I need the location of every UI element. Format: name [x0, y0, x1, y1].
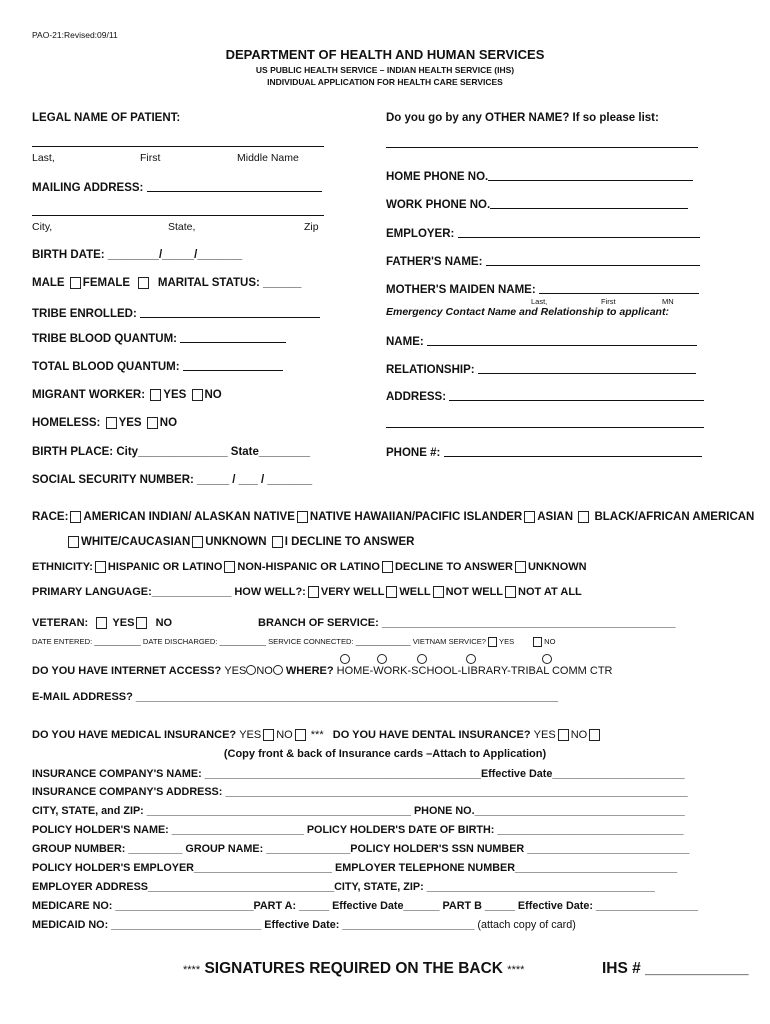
language-option: NOT AT ALL — [518, 586, 582, 598]
language-option: WELL — [399, 586, 431, 598]
state-label: State, — [168, 221, 196, 233]
policy-holder-name-field[interactable]: POLICY HOLDER'S NAME: ______________________ POLICY HOLDER'S DATE OF BIRTH: _______________________________ — [32, 824, 684, 836]
insurance-company-address-field[interactable]: INSURANCE COMPANY'S ADDRESS: _____________________________________________________________________________ — [32, 786, 688, 798]
veteran-row — [32, 616, 172, 630]
policy-holder-employer-field[interactable]: POLICY HOLDER'S EMPLOYER_______________________ EMPLOYER TELEPHONE NUMBER___________________________ — [32, 862, 678, 874]
language-row — [32, 585, 582, 599]
internet-yes-radio[interactable] — [246, 665, 256, 675]
homeless-label: HOMELESS: — [32, 417, 101, 429]
language-option: NOT WELL — [445, 586, 504, 598]
ethnicity-checkbox[interactable] — [515, 561, 526, 573]
dental-yes-label: YES — [533, 729, 556, 741]
female-checkbox[interactable] — [138, 277, 149, 289]
internet-no-label: NO — [256, 665, 273, 677]
homeless-no-label: NO — [159, 417, 178, 429]
internet-row — [32, 664, 612, 678]
mother-first-label: First — [601, 297, 616, 306]
employer-address-field[interactable]: EMPLOYER ADDRESS_______________________________CITY, STATE, ZIP: ______________________________________ — [32, 881, 655, 893]
mother-mn-label: MN — [662, 297, 674, 306]
work-phone-label: WORK PHONE NO. — [386, 199, 491, 211]
father-name-label: FATHER'S NAME: — [386, 256, 483, 268]
ethnicity-option: HISPANIC OR LATINO — [107, 561, 223, 573]
race-checkbox-ai[interactable] — [70, 511, 81, 523]
other-name-label: Do you go by any OTHER NAME? If so please list: — [386, 112, 659, 124]
emergency-address-label: ADDRESS: — [386, 391, 447, 403]
stars-right: **** — [507, 964, 525, 976]
migrant-no-checkbox[interactable] — [192, 389, 203, 401]
medical-no-checkbox[interactable] — [295, 729, 306, 741]
employer-label: EMPLOYER: — [386, 228, 455, 240]
medical-insurance-row — [32, 728, 602, 742]
veteran-no-checkbox[interactable] — [136, 617, 147, 629]
mother-name-label: MOTHER'S MAIDEN NAME: — [386, 284, 536, 296]
race-checkbox-unknown[interactable] — [192, 536, 203, 548]
race-option: I DECLINE TO ANSWER — [284, 536, 415, 548]
homeless-yes-checkbox[interactable] — [106, 417, 117, 429]
homeless-no-checkbox[interactable] — [147, 417, 158, 429]
language-checkbox[interactable] — [505, 586, 516, 598]
ethnicity-checkbox[interactable] — [224, 561, 235, 573]
language-checkbox[interactable] — [386, 586, 397, 598]
veteran-details[interactable]: DATE ENTERED: ___________ DATE DISCHARGED: ___________ SERVICE CONNECTED: _____________ VIETNAM SERVICE? — [32, 637, 487, 646]
email-field[interactable]: E-MAIL ADDRESS? _____________________________________________________________________ — [32, 691, 559, 703]
emergency-contact-heading: Emergency Contact Name and Relationship to applicant: — [386, 306, 669, 318]
vietnam-no-label: NO — [544, 637, 556, 646]
race-checkbox-black[interactable] — [578, 511, 589, 523]
signatures-text: SIGNATURES REQUIRED ON THE BACK — [204, 960, 503, 977]
employer-field[interactable] — [386, 226, 700, 241]
internet-tribal-radio[interactable] — [542, 654, 552, 664]
home-phone-field[interactable] — [386, 169, 693, 184]
internet-work-radio[interactable] — [377, 654, 387, 664]
medical-yes-checkbox[interactable] — [263, 729, 274, 741]
internet-question: DO YOU HAVE INTERNET ACCESS? — [32, 665, 222, 677]
language-label: PRIMARY LANGUAGE:_____________ HOW WELL?: — [32, 586, 306, 598]
group-number-field[interactable]: GROUP NUMBER: _________ GROUP NAME: ______________POLICY HOLDER'S SSN NUMBER ___________________________ — [32, 843, 690, 855]
work-phone-field[interactable] — [386, 197, 688, 212]
race-label: RACE: — [32, 511, 69, 523]
internet-places: HOME-WORK-SCHOOL-LIBRARY-TRIBAL COMM CTR — [336, 665, 613, 677]
insurance-company-name-field[interactable]: INSURANCE COMPANY'S NAME: ______________________________________________Effective Date______________________ — [32, 768, 685, 780]
female-label: FEMALE — [82, 277, 131, 289]
emergency-name-label: NAME: — [386, 336, 424, 348]
sex-marital-row — [32, 276, 301, 290]
vietnam-no-checkbox[interactable] — [533, 637, 542, 647]
migrant-no-label: NO — [204, 389, 222, 401]
migrant-label: MIGRANT WORKER: — [32, 389, 146, 401]
subtitle-application: INDIVIDUAL APPLICATION FOR HEALTH CARE SERVICES — [267, 77, 503, 87]
veteran-details-row — [32, 635, 556, 649]
ethnicity-checkbox[interactable] — [382, 561, 393, 573]
homeless-row — [32, 416, 177, 430]
race-option: BLACK/AFRICAN AMERICAN — [594, 511, 755, 523]
internet-where-label: WHERE? — [285, 665, 334, 677]
medical-insurance-question: DO YOU HAVE MEDICAL INSURANCE? — [32, 729, 237, 741]
emergency-address-line2[interactable] — [386, 418, 704, 428]
stars-left: **** — [183, 964, 201, 976]
race-row-2 — [66, 535, 414, 549]
internet-no-radio[interactable] — [273, 665, 283, 675]
internet-library-radio[interactable] — [466, 654, 476, 664]
mailing-address-field[interactable] — [32, 180, 322, 195]
veteran-yes-checkbox[interactable] — [96, 617, 107, 629]
emergency-name-field[interactable] — [386, 334, 697, 349]
race-checkbox-nh[interactable] — [297, 511, 308, 523]
father-name-field[interactable] — [386, 254, 700, 269]
male-label: MALE — [32, 277, 65, 289]
dental-yes-checkbox[interactable] — [558, 729, 569, 741]
internet-yes-label: YES — [224, 665, 247, 677]
emergency-phone-field[interactable] — [386, 445, 702, 460]
page-title: DEPARTMENT OF HEALTH AND HUMAN SERVICES — [225, 47, 545, 62]
dental-no-label: NO — [570, 729, 588, 741]
other-name-line[interactable] — [386, 138, 698, 148]
veteran-no-label: NO — [155, 617, 173, 629]
race-option: AMERICAN INDIAN/ ALASKAN NATIVE — [83, 511, 295, 523]
ethnicity-option: NON-HISPANIC OR LATINO — [237, 561, 380, 573]
medical-no-label: NO — [276, 729, 293, 741]
total-blood-label: TOTAL BLOOD QUANTUM: — [32, 361, 180, 373]
mailing-address-line2[interactable] — [32, 206, 324, 216]
race-checkbox-decline[interactable] — [272, 536, 283, 548]
language-option: VERY WELL — [320, 586, 385, 598]
insurance-city-field[interactable]: CITY, STATE, and ZIP: ____________________________________________ PHONE NO.___________________________________ — [32, 805, 685, 817]
medical-yes-label: YES — [239, 729, 262, 741]
tribe-blood-field[interactable] — [32, 331, 286, 346]
language-checkbox[interactable] — [308, 586, 319, 598]
veteran-yes-label: YES — [112, 617, 135, 629]
birth-place-field[interactable]: BIRTH PLACE: City______________ State________ — [32, 446, 311, 458]
dental-no-checkbox[interactable] — [589, 729, 600, 741]
legal-name-line[interactable] — [32, 136, 324, 147]
zip-label: Zip — [304, 221, 319, 233]
legal-name-label: LEGAL NAME OF PATIENT: — [32, 112, 181, 124]
form-id: PAO-21:Revised:09/11 — [32, 30, 118, 40]
race-option: WHITE/CAUCASIAN — [81, 536, 191, 548]
dental-insurance-question: DO YOU HAVE DENTAL INSURANCE? — [332, 729, 531, 741]
subtitle-ihs: US PUBLIC HEALTH SERVICE – INDIAN HEALTH SERVICE (IHS) — [255, 65, 515, 75]
internet-school-radio[interactable] — [417, 654, 427, 664]
medical-stars: *** — [310, 729, 324, 741]
insurance-copy-note: (Copy front & back of Insurance cards –Attach to Application) — [223, 748, 547, 760]
first-label: First — [140, 152, 161, 164]
attach-copy-note: (attach copy of card) — [477, 919, 576, 931]
medicare-field[interactable]: MEDICARE NO: _______________________PART A: _____ Effective Date______ PART B _____ Effective Date: _________________ — [32, 900, 699, 912]
migrant-yes-label: YES — [163, 389, 187, 401]
ihs-number-field[interactable]: IHS # ____________ — [602, 960, 749, 977]
last-label: Last, — [32, 152, 55, 164]
mailing-address-label: MAILING ADDRESS: — [32, 182, 144, 194]
tribe-enrolled-field[interactable] — [32, 306, 320, 321]
race-option: UNKNOWN — [205, 536, 267, 548]
mother-last-label: Last, — [531, 297, 548, 306]
tribe-enrolled-label: TRIBE ENROLLED: — [32, 308, 137, 320]
city-label: City, — [32, 221, 53, 233]
race-option: NATIVE HAWAIIAN/PACIFIC ISLANDER — [309, 511, 523, 523]
branch-field[interactable]: BRANCH OF SERVICE: ________________________________________________ — [258, 617, 676, 629]
race-checkbox-white[interactable] — [68, 536, 79, 548]
male-checkbox[interactable] — [70, 277, 81, 289]
ethnicity-option: UNKNOWN — [527, 561, 587, 573]
marital-status-field[interactable]: MARITAL STATUS: ______ — [157, 277, 302, 289]
race-checkbox-asian[interactable] — [524, 511, 535, 523]
veteran-label: VETERAN: — [32, 617, 89, 629]
relationship-label: RELATIONSHIP: — [386, 364, 475, 376]
ethnicity-label: ETHNICITY: — [32, 561, 93, 573]
ssn-field[interactable]: SOCIAL SECURITY NUMBER: _____ / ___ / _______ — [32, 474, 313, 486]
middle-name-label: Middle Name — [237, 152, 299, 164]
migrant-yes-checkbox[interactable] — [150, 389, 161, 401]
vietnam-yes-label: YES — [499, 637, 515, 646]
ethnicity-option: DECLINE TO ANSWER — [394, 561, 513, 573]
tribe-blood-label: TRIBE BLOOD QUANTUM: — [32, 333, 178, 345]
medicaid-field[interactable]: MEDICAID NO: _________________________ Effective Date: ______________________ — [32, 919, 475, 931]
vietnam-yes-checkbox[interactable] — [488, 637, 497, 647]
internet-home-radio[interactable] — [340, 654, 350, 664]
relationship-field[interactable] — [386, 362, 696, 377]
medicaid-row — [32, 918, 576, 932]
race-option: ASIAN — [537, 511, 574, 523]
language-checkbox[interactable] — [433, 586, 444, 598]
ethnicity-checkbox[interactable] — [95, 561, 106, 573]
ethnicity-row — [32, 560, 587, 574]
signatures-notice — [183, 960, 524, 979]
race-row — [32, 510, 754, 524]
home-phone-label: HOME PHONE NO. — [386, 171, 489, 183]
birth-date-field[interactable]: BIRTH DATE: ________/_____/_______ — [32, 249, 243, 261]
emergency-address-field[interactable] — [386, 389, 704, 404]
emergency-phone-label: PHONE #: — [386, 447, 441, 459]
homeless-yes-label: YES — [118, 417, 142, 429]
migrant-row — [32, 388, 222, 402]
total-blood-field[interactable] — [32, 359, 283, 374]
